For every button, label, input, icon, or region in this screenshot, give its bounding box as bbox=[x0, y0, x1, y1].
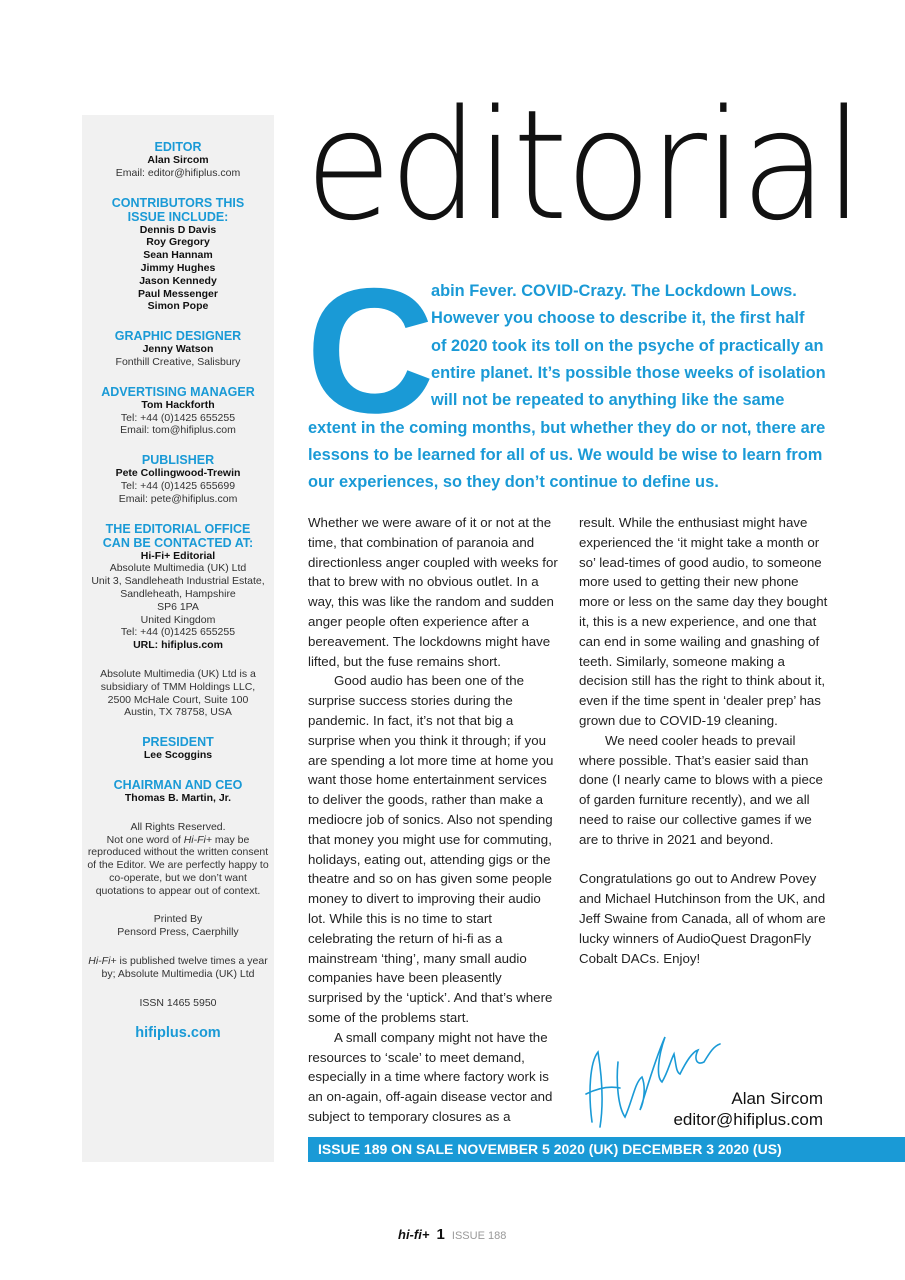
contributor: Roy Gregory bbox=[146, 236, 210, 249]
contributor: Dennis D Davis bbox=[139, 223, 217, 236]
intro-line: However you choose to describe it, the first half bbox=[431, 309, 805, 327]
office-line: Tel: +44 (0)1425 655255 bbox=[120, 626, 236, 639]
printer-name: Pensord Press, Caerphilly bbox=[117, 926, 239, 939]
signature-email[interactable]: editor@hifiplus.com bbox=[673, 1110, 823, 1129]
office-name: Hi-Fi+ Editorial bbox=[140, 549, 216, 562]
office-section bbox=[82, 522, 274, 652]
page-footer bbox=[398, 1226, 506, 1243]
office-line: SP6 1PA bbox=[157, 600, 199, 613]
rights-section bbox=[82, 821, 274, 898]
body-paragraph: Good audio has been one of the surprise success stories during the pandemic. In fact, it’s not that big a surprise when you think it through; if you are spending a lot more time at home you want those home entertainment services to deliver the goods, rather than make a mediocre job of sonics. Also not spending that money you might use for commuting, holidays, eating out, attending gigs or the theatre and so on has given some people money to divert to improving their audio lot. While this is no time to start celebrating the return of hi-fi as a mainstream ‘thing’, many small audio companies have been pleasently surprised by the ‘uptick’. And that’s where some of the problems start. bbox=[308, 673, 554, 1025]
page-title: editorial bbox=[305, 77, 862, 254]
issue-banner: ISSUE 189 ON SALE NOVEMBER 5 2020 (UK) DECEMBER 3 2020 (US) bbox=[308, 1137, 905, 1162]
chairman-section bbox=[82, 778, 274, 805]
body-paragraph: Whether we were aware of it or not at the time, that combination of paranoia and directionless anger coupled with weeks for that to brew with no obvious outlet. In a way, this was like the random and sudden anger people often experience after a bereavement. The lockdowns might have lifted, but the fuse remains short. bbox=[308, 515, 558, 669]
office-url: URL: hifiplus.com bbox=[133, 639, 223, 652]
office-heading: THE EDITORIAL OFFICE CAN BE CONTACTED AT: bbox=[102, 521, 254, 550]
advertising-email: Email: tom@hifiplus.com bbox=[120, 424, 236, 437]
intro-line: of 2020 took its toll on the psyche of practically an bbox=[431, 337, 824, 355]
contributors-heading: CONTRIBUTORS THIS ISSUE INCLUDE: bbox=[111, 195, 245, 224]
body-paragraph: result. While the enthusiast might have experienced the ‘it might take a month or so’ lead-times of good audio, to someone more used to getting their new phone more or less on the same day they bought it, this is a new experience, and one that can end in some wailing and gnashing of teeth. Similarly, someone making a decision still has the right to think about it, even if the time spent in ‘dealer prep’ has grown due to COVID-19 cleaning. bbox=[579, 515, 828, 728]
advertising-heading: ADVERTISING MANAGER bbox=[101, 384, 255, 399]
office-line: United Kingdom bbox=[140, 613, 216, 626]
published-text: is published twelve times a year by; Absolute Multimedia (UK) Ltd bbox=[101, 955, 268, 980]
editor-heading: EDITOR bbox=[154, 140, 202, 154]
contributor: Paul Messenger bbox=[138, 287, 218, 300]
body-paragraph: Congratulations go out to Andrew Povey and Michael Hutchinson from the UK, and Jeff Swaine from Canada, all of whom are lucky winners of AudioQuest DragonFly Cobalt DACs. Enjoy! bbox=[579, 871, 826, 966]
contributor: Jason Kennedy bbox=[139, 274, 217, 287]
intro-line: entire planet. It’s possible those weeks of isolation bbox=[431, 364, 826, 382]
publisher-heading: PUBLISHER bbox=[141, 453, 215, 468]
contributor: Jimmy Hughes bbox=[140, 261, 216, 274]
signature-block bbox=[673, 1088, 823, 1130]
designer-company: Fonthill Creative, Salisbury bbox=[115, 355, 241, 368]
body-column-1 bbox=[308, 513, 558, 1127]
publisher-section bbox=[82, 453, 274, 505]
contributor: Simon Pope bbox=[147, 300, 209, 313]
designer-name: Jenny Watson bbox=[142, 343, 214, 356]
contributors-section bbox=[82, 196, 274, 314]
publisher-email: Email: pete@hifiplus.com bbox=[118, 492, 238, 505]
editor-email: Email: editor@hifiplus.com bbox=[115, 166, 241, 179]
body-paragraph: We need cooler heads to prevail where possible. That’s easier said than done (I nearly came to blows with a piece of garden furniture recently), and we all need to raise our collective games if we are to thrive in 2021 and beyond. bbox=[579, 732, 823, 847]
intro-line: our experiences, so they don’t continue to define us. bbox=[308, 473, 719, 491]
chairman-heading: CHAIRMAN AND CEO bbox=[113, 777, 243, 792]
designer-heading: GRAPHIC DESIGNER bbox=[114, 329, 242, 344]
advertising-name: Tom Hackforth bbox=[141, 398, 215, 411]
rights-text bbox=[86, 834, 270, 898]
contributor: Sean Hannam bbox=[143, 249, 213, 262]
body-column-2 bbox=[579, 513, 829, 968]
issue-number: ISSUE 188 bbox=[451, 1230, 507, 1242]
president-name: Lee Scoggins bbox=[143, 749, 213, 762]
office-line: Sandleheath, Hampshire bbox=[120, 587, 236, 600]
rights-pre: Not one word of bbox=[106, 833, 184, 846]
issn: ISSN 1465 5950 bbox=[139, 996, 217, 1009]
rights-title: All Rights Reserved. bbox=[130, 820, 226, 833]
hifi-logo: hi-fi+ bbox=[398, 1227, 430, 1242]
page-number: 1 bbox=[436, 1226, 445, 1243]
office-line: Unit 3, Sandleheath Industrial Estate, bbox=[91, 575, 265, 588]
body-paragraph: A small company might not have the resources to ‘scale’ to meet demand, especially in a time where factory work is an on-again, off-again disease vector and subject to temporary closures as a bbox=[308, 1029, 553, 1124]
printed-by: Printed By bbox=[153, 913, 203, 926]
published-brand: Hi-Fi+ bbox=[88, 955, 117, 968]
designer-section bbox=[82, 329, 274, 369]
subsidiary-note: Absolute Multimedia (UK) Ltd is a subsidiary of TMM Holdings LLC, 2500 McHale Court, Suite 100 Austin, TX 78758, USA bbox=[100, 667, 256, 719]
advertising-tel: Tel: +44 (0)1425 655255 bbox=[120, 411, 236, 424]
printer-section bbox=[82, 913, 274, 939]
chairman-name: Thomas B. Martin, Jr. bbox=[124, 791, 232, 804]
rights-brand: Hi-Fi+ bbox=[183, 833, 212, 846]
masthead-sidebar bbox=[82, 115, 274, 1162]
sidebar-website-link[interactable]: hifiplus.com bbox=[135, 1025, 221, 1042]
drop-cap: C bbox=[306, 251, 435, 450]
office-line: Absolute Multimedia (UK) Ltd bbox=[109, 562, 247, 575]
president-section bbox=[82, 735, 274, 762]
editor-section bbox=[82, 140, 274, 180]
rights-post: may be reproduced without the written consent of the Editor. We are perfectly happy to co-operate, but we don’t want quotations to appear out of context. bbox=[87, 833, 269, 897]
president-heading: PRESIDENT bbox=[142, 735, 214, 750]
signature-name: Alan Sircom bbox=[731, 1089, 823, 1108]
publisher-name: Pete Collingwood-Trewin bbox=[115, 467, 241, 480]
intro-line: abin Fever. COVID-Crazy. The Lockdown Lows. bbox=[431, 282, 797, 300]
intro-line: will not be repeated to anything like the same bbox=[431, 391, 785, 409]
editor-name: Alan Sircom bbox=[147, 154, 209, 166]
intro-line: lessons to be learned for all of us. We would be wise to learn from bbox=[308, 446, 823, 464]
published-note bbox=[82, 955, 274, 981]
advertising-section bbox=[82, 385, 274, 437]
publisher-tel: Tel: +44 (0)1425 655699 bbox=[120, 479, 236, 492]
intro-line: extent in the coming months, but whether they do or not, there are bbox=[308, 419, 826, 437]
